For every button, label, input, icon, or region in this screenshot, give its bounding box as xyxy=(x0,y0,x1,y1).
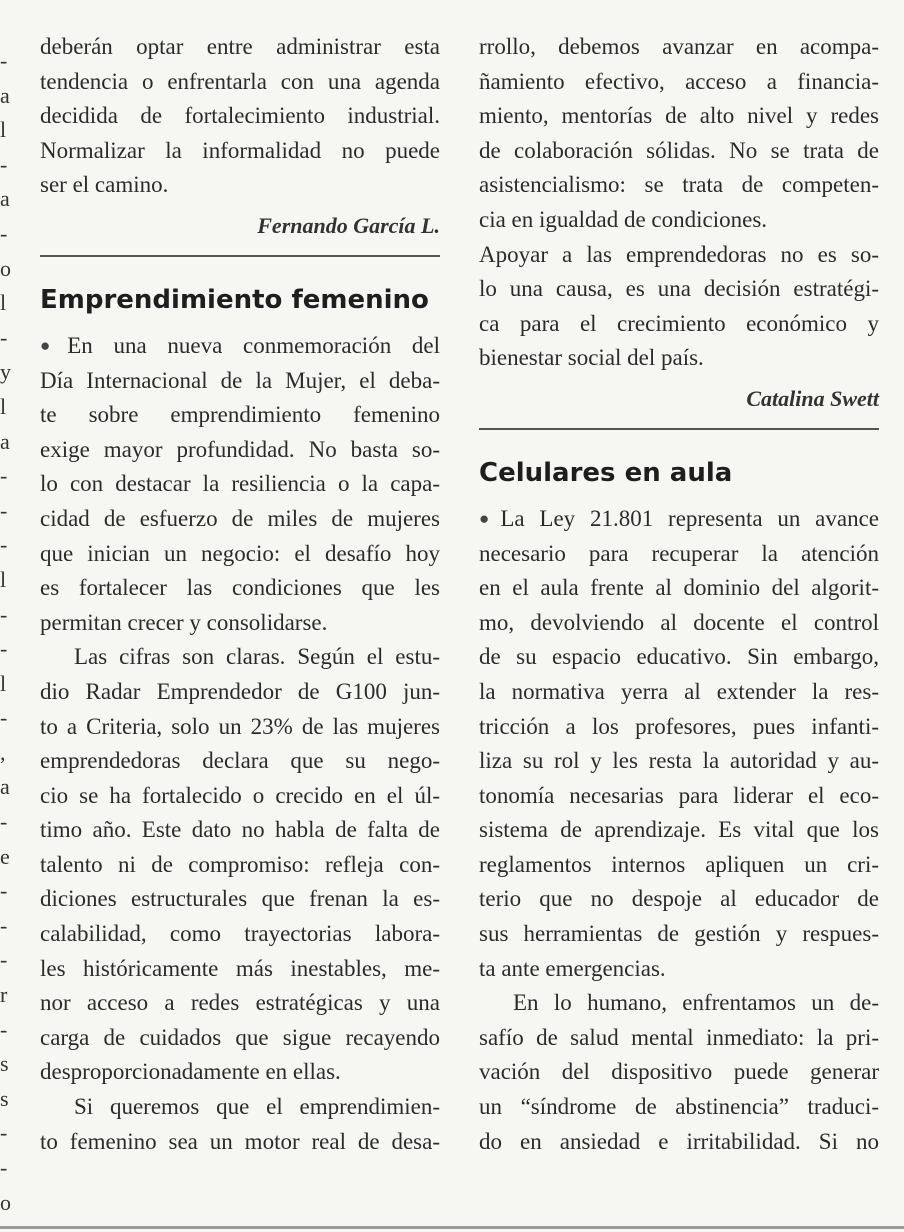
text-line xyxy=(479,710,879,745)
text-line xyxy=(479,917,879,952)
text-line xyxy=(479,168,879,203)
line-text: calabilidad, como trayectorias labora- xyxy=(40,921,440,947)
line-text: Día Internacional de la Mujer, el deba- xyxy=(40,367,440,393)
line-text: de colaboración sólidas. No se trata de xyxy=(479,137,879,163)
line-text: Apoyar a las emprendedoras no es so- xyxy=(479,241,879,267)
margin-fragment: r xyxy=(0,982,8,1008)
line-text: permitan crecer y consolidarse. xyxy=(40,609,328,635)
letter-paragraph-2 xyxy=(479,986,879,1159)
margin-fragment: - xyxy=(0,705,8,731)
line-text: ta ante emergencias. xyxy=(479,955,666,981)
line-text: liza su rol y les resta la autoridad y au- xyxy=(479,748,879,774)
line-text: Normalizar la informalidad no puede xyxy=(40,137,440,163)
text-line xyxy=(40,168,440,203)
line-text: En una nueva conmemoración del xyxy=(67,332,440,358)
margin-fragment: o xyxy=(0,255,11,281)
bullet-icon: ● xyxy=(40,335,66,355)
line-text: ser el camino. xyxy=(40,172,169,198)
line-text: asistencialismo: se trata de competen- xyxy=(479,172,879,198)
letter-paragraph-2 xyxy=(40,640,440,1090)
line-text: En lo humano, enfrentamos un de- xyxy=(513,990,879,1016)
text-line xyxy=(40,848,440,883)
line-text: decidida de fortalecimiento industrial. xyxy=(40,103,440,129)
text-line xyxy=(40,329,440,364)
text-line xyxy=(40,882,440,917)
text-line xyxy=(40,30,440,65)
text-line xyxy=(40,398,440,433)
signature-catalina-swett: Catalina Swett xyxy=(746,385,879,411)
text-line xyxy=(479,571,879,606)
text-line xyxy=(40,1055,440,1090)
margin-fragment: - xyxy=(0,497,8,523)
text-line xyxy=(479,238,879,273)
line-text: safío de salud mental inmediato: la pri- xyxy=(479,1024,879,1050)
line-text: Las cifras son claras. Según el estu- xyxy=(74,644,440,670)
margin-fragment: s xyxy=(0,1051,9,1077)
text-line xyxy=(479,30,879,65)
text-line xyxy=(479,606,879,641)
margin-fragment: y xyxy=(0,359,11,385)
margin-fragment: l xyxy=(0,393,7,419)
margin-fragment: a xyxy=(0,428,10,454)
text-line xyxy=(40,1125,440,1160)
margin-fragment: - xyxy=(0,220,8,246)
text-line xyxy=(40,537,440,572)
text-line xyxy=(40,640,440,675)
margin-fragment: l xyxy=(0,117,7,143)
line-text: es fortalecer las condiciones que les xyxy=(40,575,440,601)
margin-fragment: - xyxy=(0,48,8,73)
margin-fragment: - xyxy=(0,601,8,627)
text-line xyxy=(479,813,879,848)
line-text: cidad de esfuerzo de miles de mujeres xyxy=(40,505,440,531)
text-line xyxy=(40,986,440,1021)
text-line xyxy=(40,571,440,606)
line-text: les históricamente más inestables, me- xyxy=(40,955,440,981)
signature-fernando-garcia: Fernando García L. xyxy=(257,212,440,238)
line-text: exige mayor profundidad. No basta so- xyxy=(40,436,440,462)
bullet-icon: ● xyxy=(479,508,499,528)
line-text: deberán optar entre administrar esta xyxy=(40,34,440,59)
text-line xyxy=(40,433,440,468)
margin-fragment: s xyxy=(0,1085,9,1111)
text-line xyxy=(479,502,879,537)
text-line xyxy=(40,467,440,502)
line-text: vación del dispositivo puede generar xyxy=(479,1059,879,1085)
margin-fragment: - xyxy=(0,324,8,350)
margin-fragment: l xyxy=(0,290,7,316)
text-line xyxy=(479,640,879,675)
line-text: emprendedoras declara que su nego- xyxy=(40,748,440,774)
margin-fragment: - xyxy=(0,1016,8,1042)
line-text: la normativa yerra al extender la res- xyxy=(479,678,879,704)
line-text: Si queremos que el emprendimien- xyxy=(74,1094,440,1120)
letter-paragraph-1 xyxy=(40,329,440,640)
margin-fragment: - xyxy=(0,1120,8,1146)
line-text: un “síndrome de abstinencia” traduci- xyxy=(479,1094,879,1120)
margin-fragment: a xyxy=(0,774,10,800)
line-text: La Ley 21.801 representa un avance xyxy=(500,505,879,531)
text-line xyxy=(40,813,440,848)
margin-fragment: - xyxy=(0,463,8,489)
text-line xyxy=(40,606,440,641)
line-text: desproporcionadamente en ellas. xyxy=(40,1059,341,1085)
line-text: te sobre emprendimiento femenino xyxy=(40,402,440,428)
margin-fragment: - xyxy=(0,532,8,558)
section-divider xyxy=(479,428,879,430)
line-text: to femenino sea un motor real de desa- xyxy=(40,1128,440,1154)
text-line xyxy=(479,272,879,307)
margin-fragment: a xyxy=(0,186,10,212)
right-column xyxy=(479,30,879,1159)
line-text: nor acceso a redes estratégicas y una xyxy=(40,990,440,1016)
line-text: miento, mentorías de alto nivel y redes xyxy=(479,103,879,129)
text-line xyxy=(479,744,879,779)
line-text: sistema de aprendizaje. Es vital que los xyxy=(479,817,879,843)
line-text: talento ni de compromiso: refleja con- xyxy=(40,851,440,877)
line-text: bienestar social del país. xyxy=(479,345,704,371)
line-text: mo, devolviendo al docente el control xyxy=(479,609,879,635)
line-text: tonomía necesarias para liderar el eco- xyxy=(479,782,879,808)
line-text: cia en igualdad de condiciones. xyxy=(479,206,768,232)
text-line xyxy=(479,675,879,710)
text-line xyxy=(479,203,879,238)
line-text: timo año. Este dato no habla de falta de xyxy=(40,817,440,843)
text-line xyxy=(479,779,879,814)
line-text: sus herramientas de gestión y respues- xyxy=(479,921,879,947)
text-line xyxy=(479,307,879,342)
text-line xyxy=(40,99,440,134)
margin-fragment: o xyxy=(0,1189,11,1215)
margin-fragment: - xyxy=(0,1155,8,1180)
bottom-border xyxy=(0,1226,904,1229)
text-line xyxy=(40,779,440,814)
text-line xyxy=(479,986,879,1021)
margin-fragment: - xyxy=(0,912,8,938)
margin-fragment: l xyxy=(0,566,7,592)
text-line xyxy=(479,1090,879,1125)
text-line xyxy=(40,502,440,537)
text-line xyxy=(40,917,440,952)
text-line xyxy=(40,65,440,100)
text-line xyxy=(479,99,879,134)
line-text: tricción a los profesores, pues infanti- xyxy=(479,713,879,739)
line-text: lo con destacar la resiliencia o la capa- xyxy=(40,471,440,497)
margin-fragment: - xyxy=(0,636,8,662)
text-line xyxy=(40,134,440,169)
heading-emprendimiento-femenino: Emprendimiento femenino xyxy=(40,284,429,315)
text-line xyxy=(40,710,440,745)
text-line xyxy=(479,341,879,376)
text-line xyxy=(40,952,440,987)
text-line xyxy=(479,882,879,917)
margin-fragment: - xyxy=(0,878,8,904)
text-line xyxy=(479,65,879,100)
margin-fragment: e xyxy=(0,843,10,869)
previous-column-edge xyxy=(0,44,12,1220)
line-text: de su espacio educativo. Sin embargo, xyxy=(479,644,879,670)
text-line xyxy=(479,1021,879,1056)
line-text: lo una causa, es una decisión estratégi- xyxy=(479,276,879,302)
line-text: terio que no despoje al educador de xyxy=(479,886,879,912)
text-line xyxy=(479,537,879,572)
text-line xyxy=(479,952,879,987)
line-text: necesario para recuperar la atención xyxy=(479,540,879,566)
text-line xyxy=(40,744,440,779)
line-text: dio Radar Emprendedor de G100 jun- xyxy=(40,678,440,704)
line-text: do en ansiedad e irritabilidad. Si no xyxy=(479,1128,879,1154)
text-line xyxy=(479,134,879,169)
line-text: cio se ha fortalecido o crecido en el úl- xyxy=(40,782,440,808)
margin-fragment: - xyxy=(0,809,8,835)
line-text: tendencia o enfrentarla con una agenda xyxy=(40,68,440,94)
line-text: to a Criteria, solo un 23% de las mujeres xyxy=(40,713,440,739)
heading-celulares-en-aula: Celulares en aula xyxy=(479,457,733,488)
letter-paragraph-1 xyxy=(479,502,879,986)
letter-paragraph-3 xyxy=(40,1090,440,1159)
text-line xyxy=(40,364,440,399)
letter-paragraph-continued xyxy=(479,30,879,238)
margin-fragment: a xyxy=(0,82,10,108)
letter-paragraph-closing xyxy=(479,238,879,376)
line-text: ca para el crecimiento económico y xyxy=(479,310,879,336)
margin-fragment: , xyxy=(0,739,6,765)
line-text: en el aula frente al dominio del algorit- xyxy=(479,575,879,601)
text-line xyxy=(40,1021,440,1056)
section-divider xyxy=(40,255,440,257)
text-line xyxy=(40,675,440,710)
line-text: carga de cuidados que sigue recayendo xyxy=(40,1024,440,1050)
text-line xyxy=(40,1090,440,1125)
line-text: diciones estructurales que frenan la es- xyxy=(40,886,440,912)
margin-fragment: - xyxy=(0,151,8,177)
margin-fragment: l xyxy=(0,670,7,696)
text-line xyxy=(479,848,879,883)
line-text: rrollo, debemos avanzar en acompa- xyxy=(479,34,879,59)
margin-fragment: - xyxy=(0,947,8,973)
text-line xyxy=(479,1125,879,1160)
letter-ending-text xyxy=(40,30,440,203)
line-text: ñamiento efectivo, acceso a financia- xyxy=(479,68,879,94)
left-column xyxy=(40,30,440,1159)
text-line xyxy=(479,1055,879,1090)
line-text: que inician un negocio: el desafío hoy xyxy=(40,540,440,566)
line-text: reglamentos internos apliquen un cri- xyxy=(479,851,879,877)
